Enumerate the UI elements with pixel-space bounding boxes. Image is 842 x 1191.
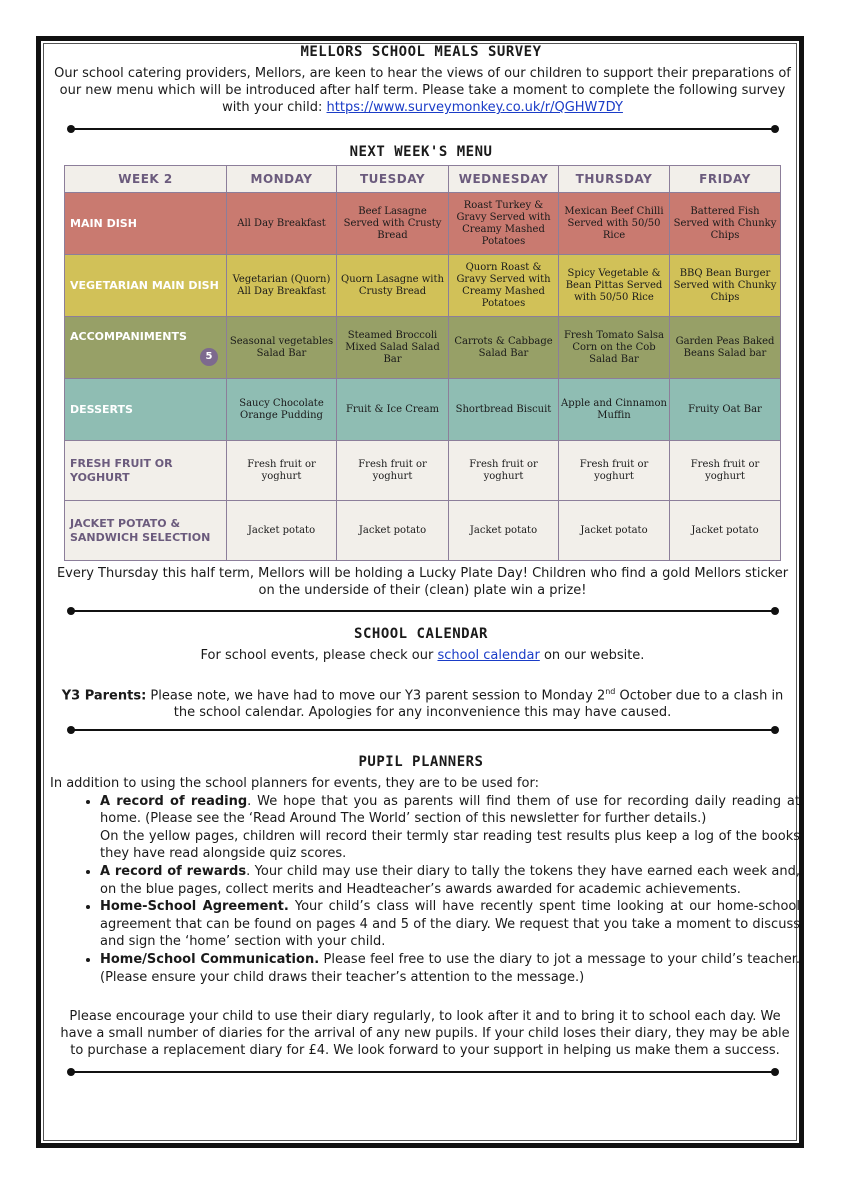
y3-label: Y3 Parents:	[61, 688, 147, 704]
menu-row-main	[65, 193, 781, 255]
row-label: ACCOMPANIMENTS	[70, 329, 187, 343]
header-monday: MONDAY	[227, 166, 337, 193]
y3-notice	[50, 683, 795, 721]
header-week: WEEK 2	[65, 166, 227, 193]
menu-cell: Fresh Tomato Salsa Corn on the Cob Salad Bar	[559, 317, 670, 379]
list-item	[100, 951, 800, 986]
menu-cell: Mexican Beef Chilli Served with 50/50 Rice	[559, 193, 670, 255]
calendar-title: SCHOOL CALENDAR	[354, 626, 488, 642]
item-heading: A record of reading	[100, 793, 248, 809]
menu-cell: Battered Fish Served with Chunky Chips	[670, 193, 781, 255]
menu-cell: Garden Peas Baked Beans Salad bar	[670, 317, 781, 379]
menu-cell: Jacket potato	[670, 501, 781, 561]
item-text: Your child’s class will have recently spent time looking at our home-school agreement that can be found on pages 4 and 5 of the diary. We request that you take a moment to discuss and sign the ‘home’ section with your child.	[100, 899, 800, 950]
menu-cell: Jacket potato	[227, 501, 337, 561]
menu-cell: Fresh fruit or yoghurt	[337, 441, 449, 501]
row-label-cell	[65, 317, 227, 379]
header-thursday: THURSDAY	[559, 166, 670, 193]
planners-body	[50, 775, 800, 986]
divider	[70, 610, 776, 612]
menu-row-fruit	[65, 441, 781, 501]
menu-cell: Fruit & Ice Cream	[337, 379, 449, 441]
survey-text	[50, 65, 795, 116]
menu-cell: Beef Lasagne Served with Crusty Bread	[337, 193, 449, 255]
menu-cell: Apple and Cinnamon Muffin	[559, 379, 670, 441]
menu-cell: Carrots & Cabbage Salad Bar	[449, 317, 559, 379]
planners-intro: In addition to using the school planners for events, they are to be used for:	[50, 776, 539, 791]
y3-sup: nd	[605, 687, 616, 696]
menu-row-jacket	[65, 501, 781, 561]
menu-cell: Quorn Lasagne with Crusty Bread	[337, 255, 449, 317]
survey-body: Our school catering providers, Mellors, are keen to hear the views of our children to support their preparations of our new menu which will be introduced after half term. Please take a moment to complete the following survey with your child:	[54, 66, 791, 115]
item-text: Please feel free to use the diary to jot a message to your child’s teacher. (Please ensure your child draws their teacher’s attention to the message.)	[100, 951, 800, 985]
row-label: MAIN DISH	[65, 193, 227, 255]
menu-cell: Steamed Broccoli Mixed Salad Salad Bar	[337, 317, 449, 379]
header-friday: FRIDAY	[670, 166, 781, 193]
item-text: . We hope that you as parents will find them of use for recording daily reading at home. (Please see the ‘Read Around The World’ section of this newsletter for further details.)	[100, 793, 800, 827]
menu-cell: Fresh fruit or yoghurt	[559, 441, 670, 501]
menu-cell: All Day Breakfast	[227, 193, 337, 255]
menu-cell: Quorn Roast & Gravy Served with Creamy Mashed Potatoes	[449, 255, 559, 317]
menu-row-accompaniments	[65, 317, 781, 379]
menu-cell: Fruity Oat Bar	[670, 379, 781, 441]
calendar-text-after: on our website.	[539, 648, 645, 663]
list-item	[100, 863, 800, 898]
divider	[70, 729, 776, 731]
menu-cell: Jacket potato	[559, 501, 670, 561]
item-text: . Your child may use their diary to tally the tokens they have earned each week and, on the blue pages, collect merits and Headteacher’s awards awarded for academic achievements.	[100, 863, 800, 897]
calendar-text-before: For school events, please check our	[200, 648, 438, 663]
menu-cell: BBQ Bean Burger Served with Chunky Chips	[670, 255, 781, 317]
menu-cell: Jacket potato	[337, 501, 449, 561]
survey-link[interactable]: https://www.surveymonkey.co.uk/r/QGHW7DY	[326, 100, 623, 115]
menu-row-desserts	[65, 379, 781, 441]
y3-text: Please note, we have had to move our Y3 parent session to Monday 2	[146, 688, 606, 704]
menu-cell: Shortbread Biscuit	[449, 379, 559, 441]
menu-header-row	[65, 166, 781, 193]
menu-cell: Spicy Vegetable & Bean Pittas Served with 50/50 Rice	[559, 255, 670, 317]
lucky-plate-note: Every Thursday this half term, Mellors will be holding a Lucky Plate Day! Children who find a gold Mellors sticker on the underside of their (clean) plate win a prize!	[56, 566, 789, 598]
menu-cell: Vegetarian (Quorn) All Day Breakfast	[227, 255, 337, 317]
menu-row-vegetarian	[65, 255, 781, 317]
row-label: DESSERTS	[65, 379, 227, 441]
header-wednesday: WEDNESDAY	[449, 166, 559, 193]
item-extra: On the yellow pages, children will record their termly star reading test results plus keep a log of the books they have read alongside quiz scores.	[100, 828, 800, 862]
menu-cell: Fresh fruit or yoghurt	[670, 441, 781, 501]
row-label: JACKET POTATO & SANDWICH SELECTION	[65, 501, 227, 561]
school-calendar-link[interactable]: school calendar	[437, 648, 540, 663]
y3-text: October due to a clash in the school calendar. Apologies for any inconvenience this may have caused.	[173, 688, 784, 721]
menu-table	[64, 165, 780, 561]
header-tuesday: TUESDAY	[337, 166, 449, 193]
five-a-day-badge: 5	[200, 348, 218, 366]
menu-cell: Seasonal vegetables Salad Bar	[227, 317, 337, 379]
menu-cell: Fresh fruit or yoghurt	[449, 441, 559, 501]
menu-cell: Roast Turkey & Gravy Served with Creamy Mashed Potatoes	[449, 193, 559, 255]
menu-cell: Jacket potato	[449, 501, 559, 561]
survey-title: MELLORS SCHOOL MEALS SURVEY	[300, 44, 542, 60]
list-item	[100, 898, 800, 951]
divider	[70, 1071, 776, 1073]
planners-title: PUPIL PLANNERS	[358, 754, 484, 770]
calendar-text	[50, 647, 795, 664]
list-item	[100, 793, 800, 863]
planners-closing: Please encourage your child to use their diary regularly, to look after it and to bring it to school each day. We have a small number of diaries for the arrival of any new pupils. If your child loses their diary, they may be able to purchase a replacement diary for £4. We look forward to your support in helping us make them a success.	[60, 1009, 790, 1058]
item-heading: Home-School Agreement.	[100, 899, 289, 915]
menu-title: NEXT WEEK'S MENU	[349, 144, 493, 160]
item-heading: A record of rewards	[100, 863, 247, 879]
menu-cell: Saucy Chocolate Orange Pudding	[227, 379, 337, 441]
item-heading: Home/School Communication.	[100, 951, 320, 967]
menu-cell: Fresh fruit or yoghurt	[227, 441, 337, 501]
planners-list	[50, 793, 800, 987]
row-label: FRESH FRUIT OR YOGHURT	[65, 441, 227, 501]
divider	[70, 128, 776, 130]
row-label: VEGETARIAN MAIN DISH	[65, 255, 227, 317]
